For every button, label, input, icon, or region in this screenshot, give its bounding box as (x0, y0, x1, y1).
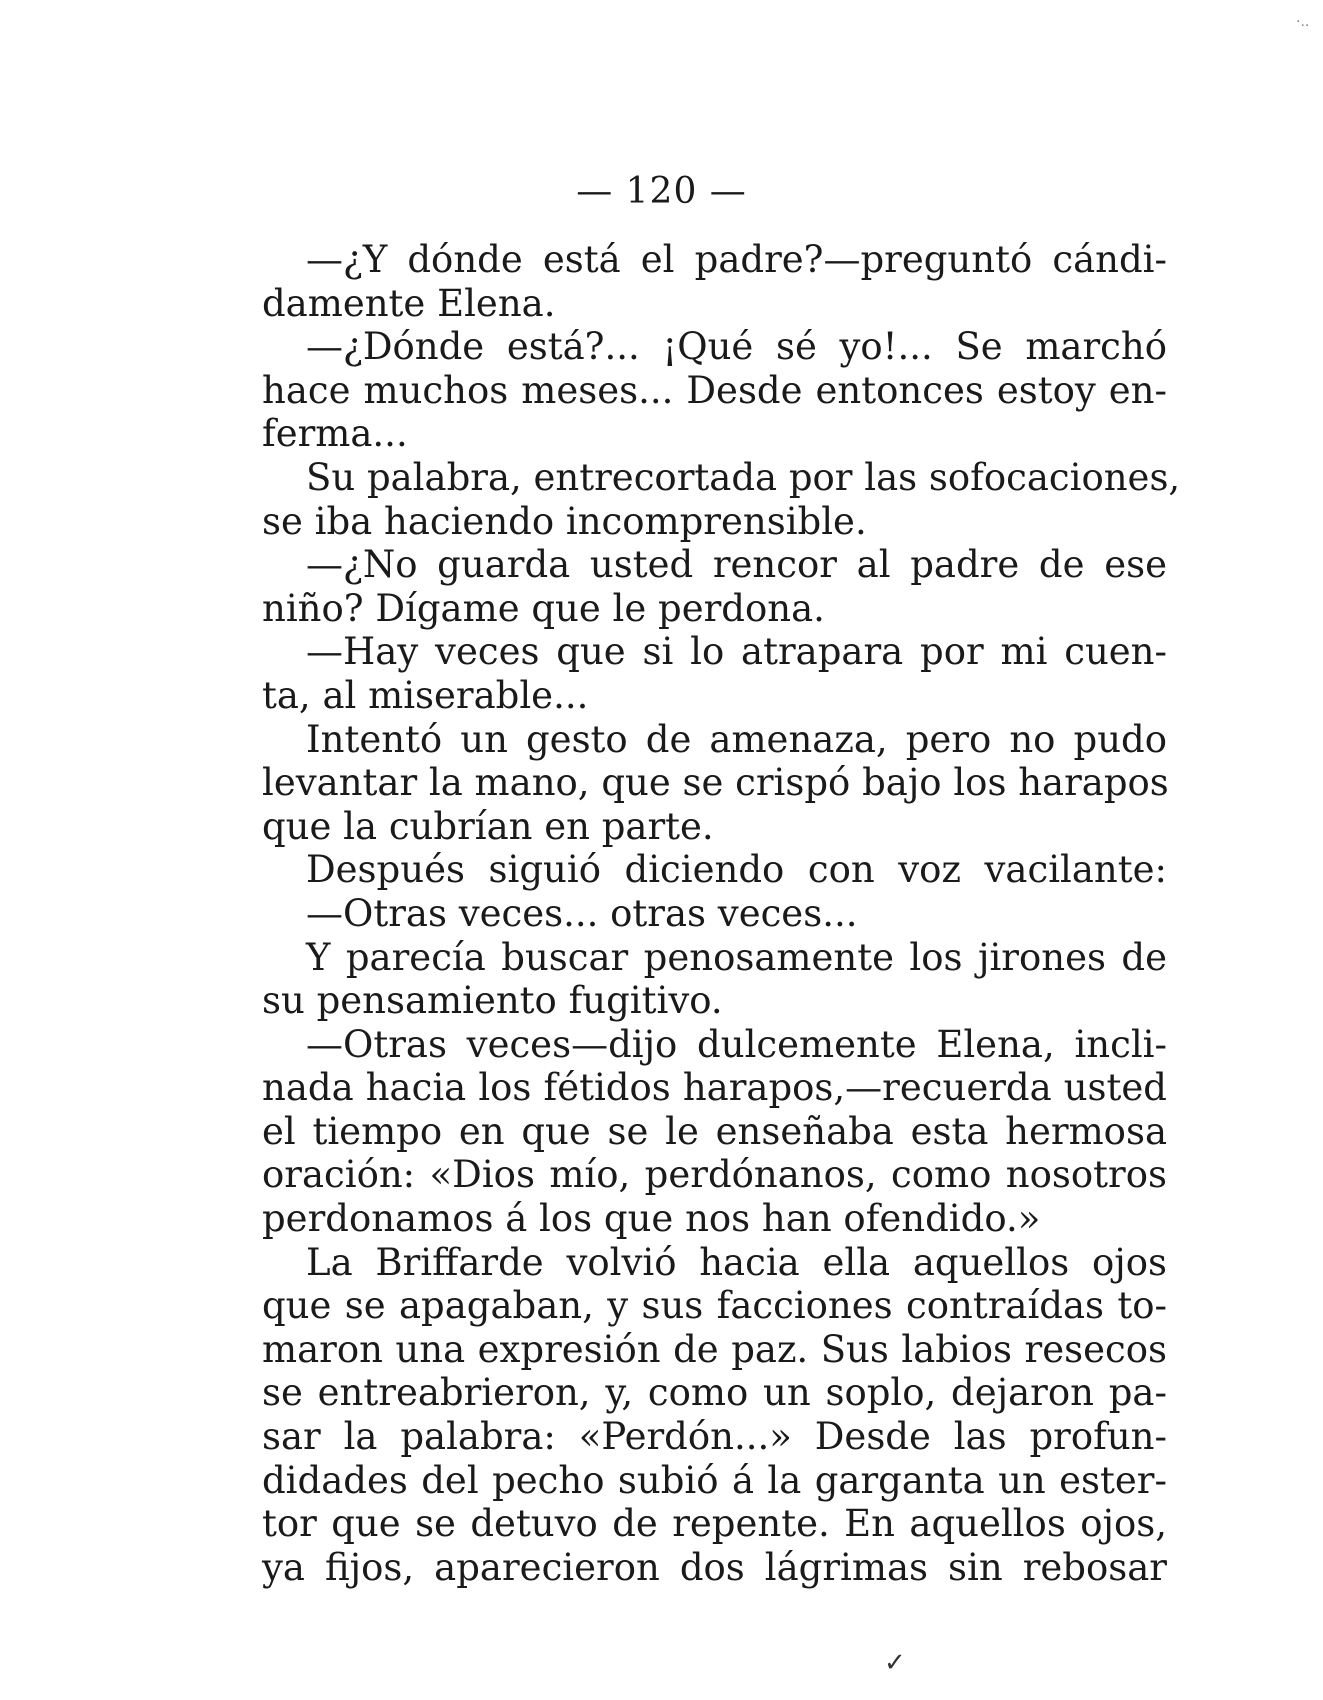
text-line: —Otras veces... otras veces... (306, 891, 858, 935)
text-line: Después siguió diciendo con voz vacilante: (306, 848, 1167, 892)
text-line: que la cubrían en parte. (262, 804, 714, 848)
text-line: —¿No guarda usted rencor al padre de ese (306, 543, 1167, 587)
text-line: levantar la mano, que se crispó bajo los harapos (262, 761, 1169, 805)
text-line: —¿Dónde está?... ¡Qué sé yo!... Se marchó (306, 325, 1167, 369)
text-line: nada hacia los fétidos harapos,—recuerda usted (262, 1066, 1167, 1110)
text-line: oración: «Dios mío, perdónanos, como nosotros (262, 1153, 1167, 1197)
text-line: el tiempo en que se le enseñaba esta hermosa (262, 1109, 1167, 1153)
text-line: tor que se detuvo de repente. En aquellos ojos, (262, 1502, 1167, 1546)
page-number: — 120 — (576, 171, 747, 212)
text-line: ya fijos, aparecieron dos lágrimas sin rebosar (262, 1545, 1167, 1589)
text-line: Y parecía buscar penosamente los jirones de (306, 935, 1167, 979)
text-line: ferma... (262, 412, 408, 456)
text-line: maron una expresión de paz. Sus labios resecos (262, 1327, 1167, 1371)
text-line: ta, al miserable... (262, 673, 589, 717)
text-line: didades del pecho subió á la garganta un ester- (262, 1458, 1167, 1502)
text-line: La Briffarde volvió hacia ella aquellos ojos (306, 1240, 1167, 1284)
text-line: —Hay veces que si lo atrapara por mi cuen- (306, 630, 1167, 674)
text-line: sar la palabra: «Perdón...» Desde las profun- (262, 1415, 1167, 1459)
text-line: Intentó un gesto de amenaza, pero no pudo (306, 717, 1167, 761)
text-line: se entreabrieron, y, como un soplo, dejaron pa- (262, 1371, 1167, 1415)
text-line: damente Elena. (262, 281, 556, 325)
text-line: que se apagaban, y sus facciones contraídas to- (262, 1284, 1167, 1328)
text-line: niño? Dígame que le perdona. (262, 586, 825, 630)
body-text (262, 238, 1181, 1589)
text-line: su pensamiento fugitivo. (262, 979, 723, 1023)
text-line: se iba haciendo incomprensible. (262, 499, 867, 543)
pencil-tick-mark: ✓ (884, 1648, 906, 1678)
corner-speck: ·.. (1296, 14, 1310, 30)
text-line: perdonamos á los que nos han ofendido.» (262, 1197, 1041, 1241)
text-line: —¿Y dónde está el padre?—preguntó cándi- (306, 238, 1167, 281)
text-line: hace muchos meses... Desde entonces estoy en- (262, 368, 1167, 412)
text-line: —Otras veces—dijo dulcemente Elena, incli- (306, 1022, 1167, 1066)
text-line: Su palabra, entrecortada por las sofocaciones, (306, 455, 1181, 499)
